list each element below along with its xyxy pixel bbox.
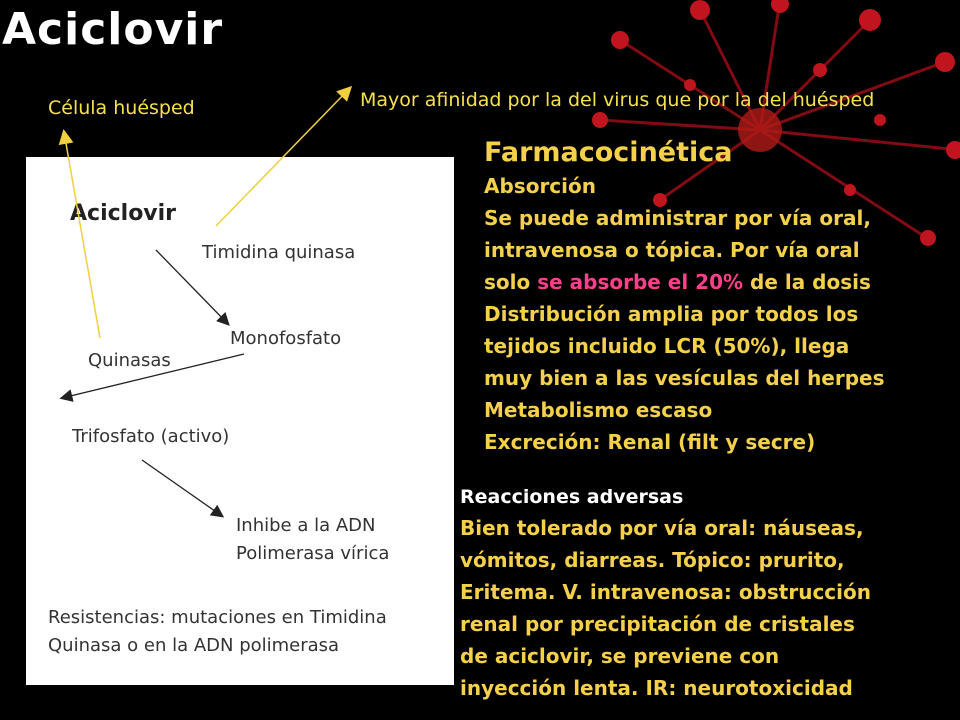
pharmacokinetics-heading: Farmacocinética — [484, 137, 733, 168]
arrow-to-monophosphate — [156, 250, 228, 324]
arrow-to-inhibit — [142, 460, 222, 516]
ar-line-2: vómitos, diarreas. Tópico: prurito, — [460, 548, 845, 572]
ar-line-3: Eritema. V. intravenosa: obstrucción — [460, 580, 871, 604]
diagram-triphosphate: Trifosfato (activo) — [72, 426, 230, 447]
ar-line-5: de aciclovir, se previene con — [460, 644, 780, 668]
host-cell-label: Célula huésped — [48, 97, 195, 119]
arrow-to-triphosphate — [62, 354, 244, 398]
diagram-inhibit-1: Inhibe a la ADN — [236, 515, 376, 536]
pk-line-8: Excreción: Renal (filt y secre) — [484, 430, 816, 454]
diagram-enzyme: Timidina quinasa — [202, 242, 356, 263]
arrow-to-host-cell — [64, 132, 100, 338]
pk-line-3: solo se absorbe el 20% de la dosis — [484, 270, 871, 294]
pk-line-2: intravenosa o tópica. Por vía oral — [484, 238, 860, 262]
diagram-resistance-2: Quinasa o en la ADN polimerasa — [48, 635, 340, 656]
adverse-reactions-panel — [460, 482, 871, 704]
pk-line-6: muy bien a las vesículas del herpes — [484, 366, 885, 390]
slide-title: Aciclovir — [2, 4, 224, 55]
absorption-highlight: se absorbe el 20% — [537, 270, 744, 294]
diagram-drug: Aciclovir — [70, 201, 177, 226]
affinity-label: Mayor afinidad por la del virus que por la del huésped — [360, 89, 875, 111]
pk-line-4: Distribución amplia por todos los — [484, 302, 859, 326]
diagram-inhibit-2: Polimerasa vírica — [236, 543, 390, 564]
adverse-reactions-heading: Reacciones adversas — [460, 486, 684, 508]
pk-line-5: tejidos incluido LCR (50%), llega — [484, 334, 850, 358]
diagram-resistance-1: Resistencias: mutaciones en Timidina — [48, 607, 387, 628]
absorption-label: Absorción — [484, 174, 596, 198]
diagram-monophosphate: Monofosfato — [230, 328, 342, 349]
pharmacokinetics-panel — [484, 136, 885, 458]
pk-line-1: Se puede administrar por vía oral, — [484, 206, 871, 230]
diagram-kinases: Quinasas — [88, 350, 171, 371]
ar-line-6: inyección lenta. IR: neurotoxicidad — [460, 676, 853, 700]
pk-line-7: Metabolismo escaso — [484, 398, 713, 422]
ar-line-4: renal por precipitación de cristales — [460, 612, 855, 636]
arrow-to-affinity — [216, 88, 350, 226]
ar-line-1: Bien tolerado por vía oral: náuseas, — [460, 516, 864, 540]
